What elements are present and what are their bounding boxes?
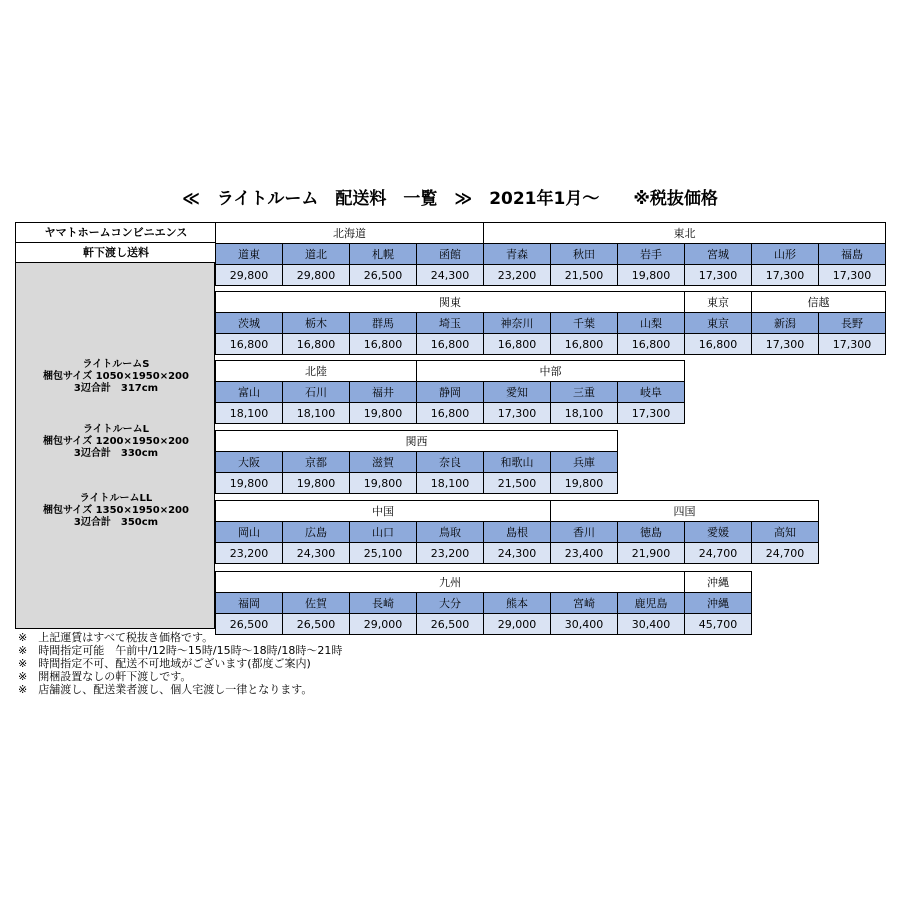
product-name: ライトルームL [82, 424, 150, 435]
prefecture-cell: 秋田 [550, 243, 618, 265]
price-cell: 45,700 [684, 613, 752, 635]
prefecture-cell: 宮城 [684, 243, 752, 265]
prefecture-cell: 愛媛 [684, 521, 752, 543]
prefecture-cell: 神奈川 [483, 312, 551, 334]
note-line: ※ 上記運賃はすべて税抜き価格です。 [18, 631, 214, 644]
price-cell: 17,300 [684, 264, 752, 286]
region-header: 北海道 [215, 222, 484, 244]
prefecture-cell: 東京 [684, 312, 752, 334]
price-cell: 29,000 [349, 613, 417, 635]
prefecture-cell: 富山 [215, 381, 283, 403]
price-cell: 26,500 [215, 613, 283, 635]
price-cell: 24,700 [751, 542, 819, 564]
price-cell: 19,800 [550, 472, 618, 494]
prefecture-cell: 岐阜 [617, 381, 685, 403]
price-cell: 30,400 [617, 613, 685, 635]
price-cell: 29,000 [483, 613, 551, 635]
prefecture-cell: 長崎 [349, 592, 417, 614]
price-cell: 16,800 [483, 333, 551, 355]
price-cell: 23,200 [483, 264, 551, 286]
prefecture-cell: 福島 [818, 243, 886, 265]
region-header: 関東 [215, 291, 685, 313]
region-header: 信越 [751, 291, 886, 313]
prefecture-cell: 大阪 [215, 451, 283, 473]
prefecture-cell: 沖縄 [684, 592, 752, 614]
product-name: ライトルームLL [79, 493, 153, 504]
region-header: 中国 [215, 500, 551, 522]
price-cell: 16,800 [550, 333, 618, 355]
prefecture-cell: 山形 [751, 243, 819, 265]
prefecture-cell: 函館 [416, 243, 484, 265]
prefecture-cell: 徳島 [617, 521, 685, 543]
prefecture-cell: 埼玉 [416, 312, 484, 334]
region-header: 中部 [416, 360, 685, 382]
price-cell: 26,500 [282, 613, 350, 635]
price-cell: 18,100 [282, 402, 350, 424]
price-cell: 24,300 [416, 264, 484, 286]
region-header: 沖縄 [684, 571, 752, 593]
prefecture-cell: 群馬 [349, 312, 417, 334]
prefecture-cell: 大分 [416, 592, 484, 614]
price-cell: 24,700 [684, 542, 752, 564]
price-cell: 16,800 [349, 333, 417, 355]
prefecture-cell: 広島 [282, 521, 350, 543]
prefecture-cell: 佐賀 [282, 592, 350, 614]
prefecture-cell: 福井 [349, 381, 417, 403]
prefecture-cell: 香川 [550, 521, 618, 543]
price-cell: 16,800 [215, 333, 283, 355]
prefecture-cell: 長野 [818, 312, 886, 334]
prefecture-cell: 道北 [282, 243, 350, 265]
price-cell: 16,800 [282, 333, 350, 355]
prefecture-cell: 新潟 [751, 312, 819, 334]
price-cell: 21,500 [550, 264, 618, 286]
prefecture-cell: 茨城 [215, 312, 283, 334]
price-cell: 19,800 [617, 264, 685, 286]
prefecture-cell: 島根 [483, 521, 551, 543]
price-cell: 26,500 [416, 613, 484, 635]
prefecture-cell: 岩手 [617, 243, 685, 265]
prefecture-cell: 高知 [751, 521, 819, 543]
region-header: 東京 [684, 291, 752, 313]
prefecture-cell: 道東 [215, 243, 283, 265]
price-cell: 16,800 [416, 333, 484, 355]
price-cell: 23,200 [416, 542, 484, 564]
price-cell: 16,800 [416, 402, 484, 424]
prefecture-cell: 石川 [282, 381, 350, 403]
price-cell: 16,800 [684, 333, 752, 355]
prefecture-cell: 千葉 [550, 312, 618, 334]
note-line: ※ 開梱設置なしの軒下渡しです。 [18, 670, 192, 683]
price-cell: 16,800 [617, 333, 685, 355]
price-cell: 19,800 [349, 472, 417, 494]
price-cell: 18,100 [215, 402, 283, 424]
price-cell: 29,800 [215, 264, 283, 286]
product-total: 3辺合計 330cm [73, 448, 159, 459]
price-cell: 17,300 [818, 333, 886, 355]
prefecture-cell: 熊本 [483, 592, 551, 614]
price-cell: 17,300 [617, 402, 685, 424]
product-total: 3辺合計 350cm [73, 517, 159, 528]
price-cell: 17,300 [751, 333, 819, 355]
product-total: 3辺合計 317cm [73, 383, 159, 394]
prefecture-cell: 滋賀 [349, 451, 417, 473]
note-line: ※ 店舗渡し、配送業者渡し、個人宅渡し一律となります。 [18, 683, 313, 696]
prefecture-cell: 和歌山 [483, 451, 551, 473]
prefecture-cell: 福岡 [215, 592, 283, 614]
product-size: 梱包サイズ 1050×1950×200 [43, 371, 189, 382]
price-cell: 18,100 [416, 472, 484, 494]
company-label: ヤマトホームコンビニエンス [15, 222, 217, 243]
price-cell: 23,200 [215, 542, 283, 564]
price-cell: 24,300 [282, 542, 350, 564]
prefecture-cell: 栃木 [282, 312, 350, 334]
prefecture-cell: 愛知 [483, 381, 551, 403]
prefecture-cell: 岡山 [215, 521, 283, 543]
price-cell: 19,800 [349, 402, 417, 424]
price-cell: 30,400 [550, 613, 618, 635]
prefecture-cell: 山口 [349, 521, 417, 543]
prefecture-cell: 兵庫 [550, 451, 618, 473]
region-header: 東北 [483, 222, 886, 244]
region-header: 関西 [215, 430, 618, 452]
prefecture-cell: 静岡 [416, 381, 484, 403]
prefecture-cell: 三重 [550, 381, 618, 403]
price-cell: 18,100 [550, 402, 618, 424]
price-cell: 19,800 [282, 472, 350, 494]
prefecture-cell: 青森 [483, 243, 551, 265]
prefecture-cell: 山梨 [617, 312, 685, 334]
price-cell: 19,800 [215, 472, 283, 494]
price-cell: 26,500 [349, 264, 417, 286]
product-name: ライトルームS [82, 359, 150, 370]
price-cell: 21,900 [617, 542, 685, 564]
price-cell: 17,300 [483, 402, 551, 424]
price-cell: 21,500 [483, 472, 551, 494]
prefecture-cell: 鳥取 [416, 521, 484, 543]
notes [18, 631, 342, 696]
region-header: 九州 [215, 571, 685, 593]
note-line: ※ 時間指定可能 午前中/12時～15時/15時～18時/18時～21時 [18, 644, 343, 657]
note-line: ※ 時間指定不可、配送不可地域がございます(都度ご案内) [18, 657, 311, 670]
prefecture-cell: 鹿児島 [617, 592, 685, 614]
region-header: 四国 [550, 500, 819, 522]
product-size: 梱包サイズ 1200×1950×200 [43, 436, 189, 447]
service-label: 軒下渡し送料 [15, 242, 217, 263]
page-title: ≪ ライトルーム 配送料 一覧 ≫ 2021年1月～ ※税抜価格 [182, 189, 718, 209]
price-cell: 25,100 [349, 542, 417, 564]
price-cell: 29,800 [282, 264, 350, 286]
price-cell: 23,400 [550, 542, 618, 564]
prefecture-cell: 京都 [282, 451, 350, 473]
prefecture-cell: 宮崎 [550, 592, 618, 614]
product-size: 梱包サイズ 1350×1950×200 [43, 505, 189, 516]
price-cell: 17,300 [818, 264, 886, 286]
price-cell: 17,300 [751, 264, 819, 286]
prefecture-cell: 奈良 [416, 451, 484, 473]
region-header: 北陸 [215, 360, 417, 382]
prefecture-cell: 札幌 [349, 243, 417, 265]
price-cell: 24,300 [483, 542, 551, 564]
